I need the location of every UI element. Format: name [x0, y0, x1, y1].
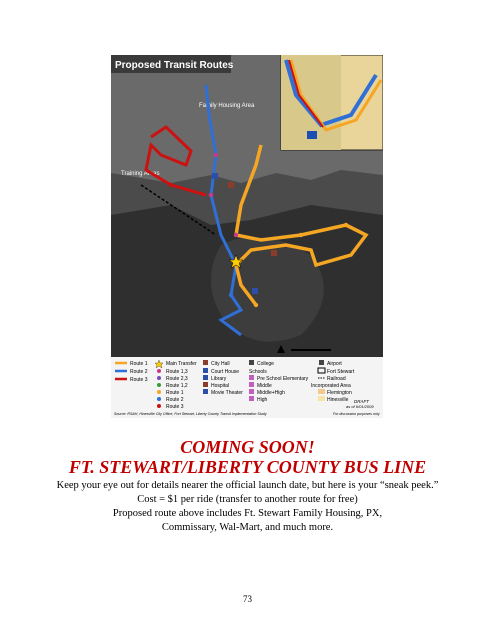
- school-icon: [249, 375, 254, 380]
- dot-icon: [157, 390, 161, 394]
- legend-movie-theater: Movie Theater: [211, 390, 243, 396]
- legend-middle-high: Middle+High: [257, 390, 285, 396]
- court-house-icon: [203, 368, 208, 373]
- movie-theater-icon: [203, 389, 208, 394]
- legend-transfer-3: Route 3: [166, 404, 184, 410]
- dot-icon: [157, 383, 161, 387]
- stop-marker: [344, 223, 348, 227]
- library-icon: [203, 375, 208, 380]
- route-includes-text: Proposed route above includes Ft. Stewart Family Housing, PX,: [112, 508, 383, 519]
- legend-route-2: Route 2: [130, 369, 148, 375]
- transit-map: [111, 55, 383, 418]
- stop-marker: [229, 293, 233, 297]
- legend-city-hall: City Hall: [211, 361, 230, 367]
- stop-marker: [214, 153, 218, 157]
- training-areas-label: Training Areas: [121, 171, 160, 177]
- stop-marker: [234, 233, 238, 237]
- scale-bar: [291, 349, 331, 351]
- sneak-peek-text: Keep your eye out for details nearer the official launch date, but here is your “sneak peek.”: [56, 480, 439, 491]
- page-number: 73: [243, 594, 252, 604]
- dot-icon: [157, 397, 161, 401]
- legend-preschool: Pre School Elementary: [257, 376, 309, 382]
- legend-incorporated-heading: Incorporated Area: [311, 383, 351, 389]
- hinesville-swatch: [318, 396, 325, 401]
- legend-transfer-13: Route 1,3: [166, 369, 188, 375]
- draft-label: DRAFT: [354, 399, 369, 404]
- legend-schools-heading: Schools: [249, 369, 267, 375]
- legend-transfer-23: Route 2,3: [166, 376, 188, 382]
- legend-airport: Airport: [327, 361, 342, 367]
- school-icon: [249, 382, 254, 387]
- legend-flemington: Flemington: [327, 390, 352, 396]
- stop-marker: [299, 233, 303, 237]
- dot-icon: [157, 404, 161, 408]
- legend-railroad: Railroad: [327, 376, 346, 382]
- map-title: Proposed Transit Routes: [115, 60, 234, 71]
- hospital-icon: [228, 182, 234, 188]
- library-icon: [212, 173, 218, 179]
- legend-middle: Middle: [257, 383, 272, 389]
- court-house-icon: [252, 288, 258, 294]
- airport-icon: [319, 360, 324, 365]
- college-icon: [249, 360, 254, 365]
- legend-hospital: Hospital: [211, 383, 230, 389]
- legend-transfer-main: Main Transfer: [166, 361, 197, 367]
- legend-court-house: Court House: [211, 369, 240, 375]
- school-icon: [249, 396, 254, 401]
- family-housing-label: Family Housing Area: [199, 103, 255, 109]
- city-hall-icon: [203, 360, 208, 365]
- legend-library: Library: [211, 376, 227, 382]
- legend-high: High: [257, 397, 268, 403]
- route-includes-text-cont: Commissary, Wal-Mart, and much more.: [161, 522, 334, 533]
- legend-fort-stewart: Fort Stewart: [327, 369, 355, 375]
- draft-date: as of 6/01/2009: [346, 404, 374, 409]
- discussion-note: For discussion purposes only: [333, 412, 380, 416]
- city-hall-icon: [271, 250, 277, 256]
- cost-text: Cost = $1 per ride (transfer to another route for free): [137, 494, 358, 505]
- inset-marker: [307, 131, 317, 139]
- legend-college: College: [257, 361, 274, 367]
- legend-transfer-2: Route 2: [166, 397, 184, 403]
- coming-soon-heading: COMING SOON!: [180, 437, 315, 457]
- legend-transfer-12: Route 1,2: [166, 383, 188, 389]
- school-icon: [249, 389, 254, 394]
- legend-route-3: Route 3: [130, 377, 148, 383]
- stop-marker: [169, 183, 173, 187]
- dot-icon: [157, 376, 161, 380]
- stop-marker: [209, 193, 213, 197]
- flemington-swatch: [318, 389, 325, 394]
- source-note: Source: RS&H, Hinesville City Office, Fort Stewart, Liberty County Transit Implementation Study: [114, 412, 267, 416]
- dot-icon: [157, 369, 161, 373]
- stop-marker: [254, 303, 258, 307]
- hospital-icon: [203, 382, 208, 387]
- legend-hinesville: Hinesville: [327, 397, 349, 403]
- bus-line-heading: FT. STEWART/LIBERTY COUNTY BUS LINE: [68, 457, 427, 477]
- legend-route-1: Route 1: [130, 361, 148, 367]
- legend-transfer-1: Route 1: [166, 390, 184, 396]
